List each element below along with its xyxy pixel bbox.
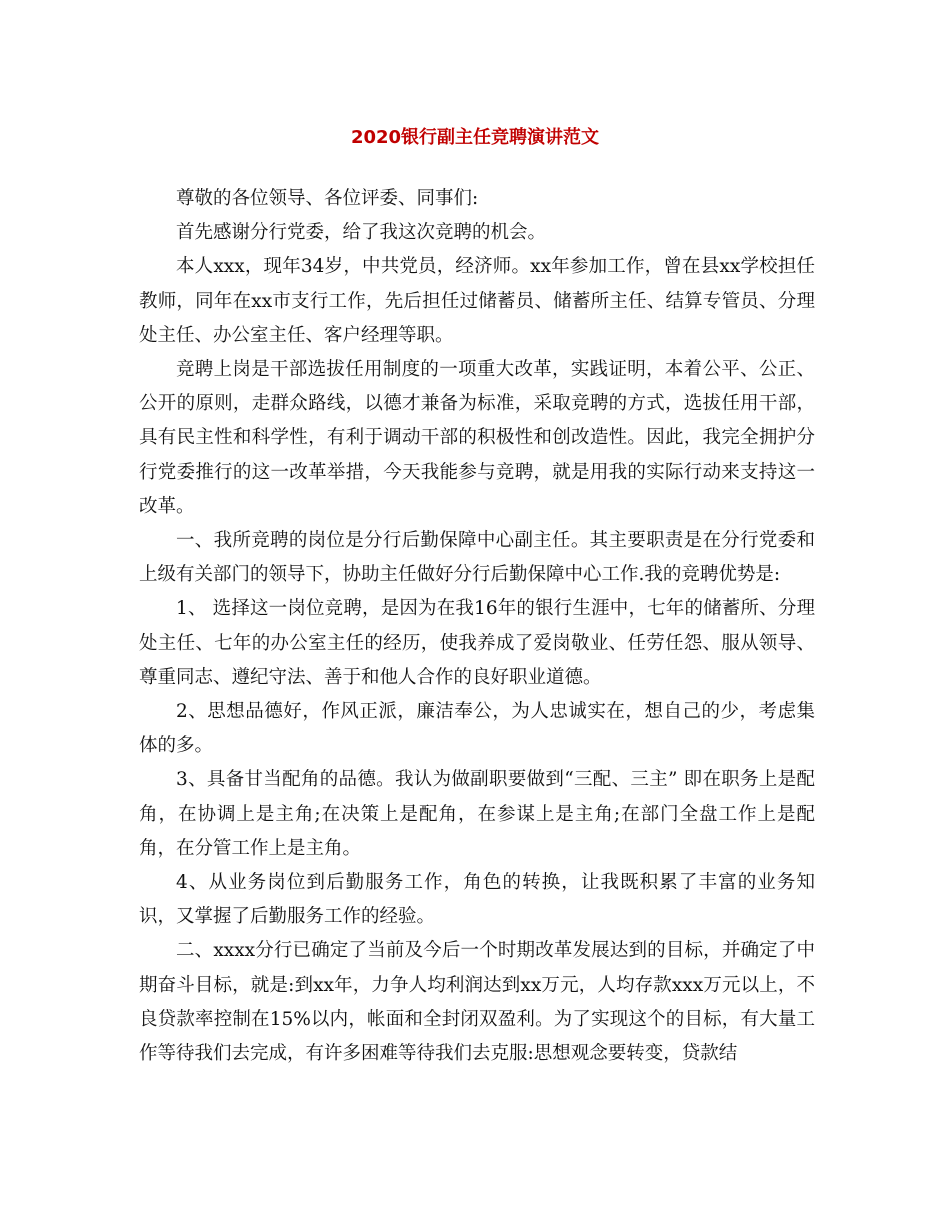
paragraph-advantage-1: 1、 选择这一岗位竞聘，是因为在我16年的银行生涯中，七年的储蓄所、分理处主任、七年的办公室主任的经历，使我养成了爱岗敬业、任劳任怨、服从领导、尊重同志、遵纪守法、善于和他人合作的良好职业道德。 [139, 598, 815, 688]
paragraph-advantage-2: 2、思想品德好，作风正派，廉洁奉公，为人忠诚实在，想自己的少，考虑集体的多。 [139, 701, 815, 757]
paragraph-thanks: 首先感谢分行党委，给了我这次竞聘的机会。 [176, 222, 547, 244]
paragraph-reform: 竞聘上岗是干部选拔任用制度的一项重大改革，实践证明，本着公平、公正、公开的原则，走群众路线，以德才兼备为标准，采取竞聘的方式，选拔任用干部，具有民主性和科学性，有利于调动干部的积极性和创改造性。因此，我完全拥护分行党委推行的这一改革举措，今天我能参与竞聘，就是用我的实际行动来支持这一改革。 [139, 359, 815, 517]
paragraph-goals: 二、xxxx分行已确定了当前及今后一个时期改革发展达到的目标，并确定了中期奋斗目标，就是:到xx年，力争人均利润达到xx万元，人均存款xxx万元以上，不良贷款率控制在15%以内，帐面和全封闭双盈利。为了实现这个的目标，有大量工作等待我们去完成，有许多困难等待我们去克服:思想观念要转变，贷款结 [139, 940, 815, 1065]
document-body [139, 182, 815, 1071]
paragraph-salutation: 尊敬的各位领导、各位评委、同事们: [176, 188, 479, 209]
paragraph-advantage-3: 3、具备甘当配角的品德。我认为做副职要做到“三配、三主” 即在职务上是配角，在协调上是主角;在决策上是配角，在参谋上是主角;在部门全盘工作上是配角，在分管工作上是主角。 [139, 769, 815, 859]
document-title: 2020银行副主任竞聘演讲范文 [350, 127, 600, 148]
paragraph-position: 一、我所竞聘的岗位是分行后勤保障中心副主任。其主要职责是在分行党委和上级有关部门的领导下，协助主任做好分行后勤保障中心工作.我的竞聘优势是: [139, 530, 815, 586]
paragraph-advantage-4: 4、从业务岗位到后勤服务工作，角色的转换，让我既积累了丰富的业务知识，又掌握了后勤服务工作的经验。 [139, 872, 815, 928]
paragraph-self-intro: 本人xxx，现年34岁，中共党员，经济师。xx年参加工作，曾在县xx学校担任教师，同年在xx市支行工作，先后担任过储蓄员、储蓄所主任、结算专管员、分理处主任、办公室主任、客户经理等职。 [139, 256, 815, 346]
